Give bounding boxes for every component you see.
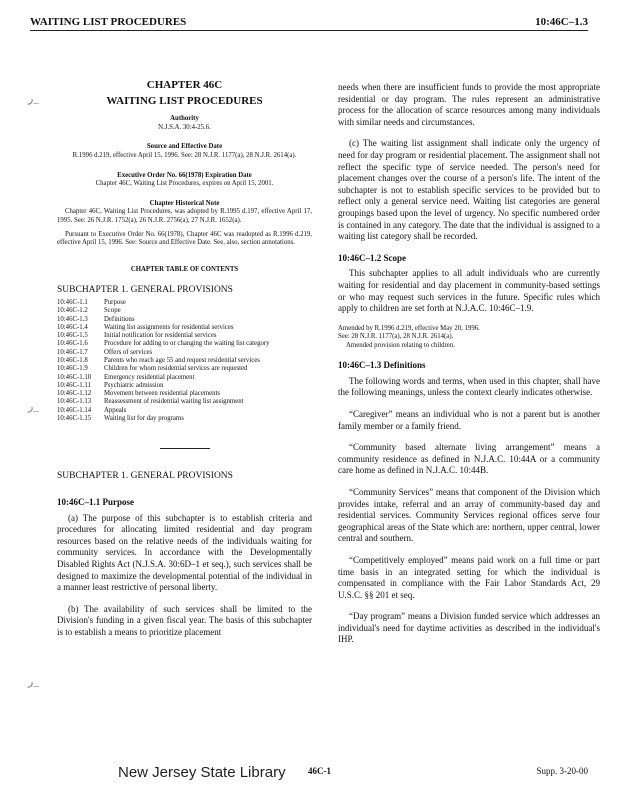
toc-entry-title: Scope: [104, 307, 121, 315]
authority-text: N.J.S.A. 30:4-25.6.: [158, 123, 211, 131]
chapter-number: CHAPTER 46C: [146, 79, 223, 91]
purpose-para-c: (c) The waiting list assignment shall indicate only the urgency of need for day program or residential placement. The assignment shall not reflect the specific type of service needed. The person's need for placement changes over the course of a person's life. The intent of the subchapter is not to establish specific services to be provided but to reflect only a general service need. Waiting list categories are general groupings based upon the level of urgency. No specific numbered order is contained in any category. The date that the individual is assigned to a waiting list category shall be recorded.: [338, 138, 600, 242]
toc-entry-title: Offers of services: [104, 348, 153, 356]
right-column: [338, 82, 600, 656]
table-of-contents: [57, 299, 312, 423]
definition-day-program: “Day program” means a Division funded service which addresses an individual's need for daytime activities as described in the individual's IHP.: [338, 611, 600, 645]
page-footer: [0, 764, 618, 786]
definition-competitively-employed: “Competitively employed” means paid work on a full time or part time basis in an integrated setting for which the individual is compensated in compliance with the Fair Labor Standards Act, 29 U.S.C. §§ 201 et seq.: [338, 554, 600, 600]
margin-mark: ر_: [28, 676, 39, 688]
chapter-title: WAITING LIST PROCEDURES: [106, 94, 263, 107]
continued-paragraph: needs when there are insufficient funds to provide the most appropriate residential or day program. The rules represent an administrative process for the allocation of scarce resources among many individuals with similar needs and circumstances.: [338, 82, 600, 127]
history-label: Chapter Historical Note: [149, 199, 220, 207]
toc-entry-title: Parents who reach age 55 and request residential services: [104, 356, 260, 364]
toc-entry-title: Procedure for adding to or changing the waiting list category: [104, 340, 270, 348]
purpose-para-b: (b) The availability of such services shall be limited to the Division's funding in a given fiscal year. The basis of this subchapter is to establish a means to prioritize placement: [57, 603, 312, 637]
toc-entry-title: Movement between residential placements: [104, 390, 221, 398]
left-column: [57, 80, 312, 648]
toc-entry-number: 10:46C-1.6: [57, 340, 88, 348]
exec-order-label: Executive Order No. 66(1978) Expiration Date: [117, 171, 252, 179]
library-stamp: New Jersey State Library: [118, 764, 286, 781]
toc-subchapter: SUBCHAPTER 1. GENERAL PROVISIONS: [57, 285, 233, 296]
toc-entry-number: 10:46C-1.1: [57, 298, 88, 306]
definition-community-services: “Community Services” means that component of the Division which provides intake, referral and an array of community-based day and residential services. Community Services regional offices serve four geographical areas of the State which are: northern, upper central, lower central and southern.: [338, 486, 600, 544]
toc-entry-number: 10:46C-1.11: [57, 381, 91, 389]
section-heading-purpose: 10:46C–1.1 Purpose: [57, 496, 134, 507]
amendment-line: Amended provision relating to children.: [346, 341, 455, 349]
toc-entry-number: 10:46C-1.2: [57, 307, 88, 315]
header-title: WAITING LIST PROCEDURES: [30, 16, 187, 28]
toc-entry-title: Reassessment of residential waiting list assignment: [104, 398, 244, 406]
toc-entry-title: Waiting list for day programs: [104, 415, 184, 423]
toc-entry-title: Initial notification for residential services: [104, 332, 217, 340]
toc-entry-title: Definitions: [104, 315, 135, 323]
toc-entry-number: 10:46C-1.12: [57, 390, 92, 398]
purpose-para-a: (a) The purpose of this subchapter is to establish criteria and procedures for allocating limited residential and day program resources based on the relative needs of the individuals waiting for community services. In accordance with the Developmentally Disabled Rights Act (N.J.S.A. 30:6D–1 et seq.), such services shall be designed to maximize the developmental potential of the individual in a manner least restrictive of personal liberty.: [57, 512, 312, 593]
source-label: Source and Effective Date: [146, 143, 223, 151]
toc-entry-title: Emergency residential placement: [104, 373, 195, 381]
amendment-note: [338, 325, 600, 351]
toc-entry-number: 10:46C-1.9: [57, 365, 88, 373]
toc-entry-number: 10:46C-1.15: [57, 415, 92, 423]
toc-entry-number: 10:46C-1.8: [57, 356, 88, 364]
exec-order-text: Chapter 46C, Waiting List Procedures, expires on April 15, 2001.: [95, 180, 274, 188]
toc-entry-number: 10:46C-1.3: [57, 315, 88, 323]
toc-entry-number: 10:46C-1.13: [57, 398, 92, 406]
page-number: 46C-1: [308, 766, 331, 776]
toc-entry-number: 10:46C-1.5: [57, 332, 88, 340]
toc-entry-title: Children for whom residential services are requested: [104, 365, 248, 373]
history-note-2: Pursuant to Executive Order No. 66(1978), Chapter 46C was readopted as R.1996 d.219, effective April 15, 1996. See: Source and Effective Date. See, also, section annotations.: [57, 230, 312, 247]
toc-entry-number: 10:46C-1.7: [57, 348, 88, 356]
section-heading-definitions: 10:46C–1.3 Definitions: [338, 360, 426, 371]
scope-text: This subchapter applies to all adult individuals who are currently waiting for residential and day placement in community-based settings or who may request such services in the future. Specific rules which apply to children are set forth at N.J.A.C. 10:46C–1.9.: [338, 268, 600, 314]
margin-mark: ر_: [28, 93, 39, 105]
definitions-intro: The following words and terms, when used in this chapter, shall have the following meanings, unless the context clearly indicates otherwise.: [338, 375, 600, 398]
toc-entry-number: 10:46C-1.4: [57, 323, 88, 331]
supplement-date: Supp. 3-20-00: [536, 766, 588, 776]
authority-label: Authority: [170, 115, 199, 123]
toc-entry-title: Purpose: [104, 298, 126, 306]
running-header: [30, 14, 588, 31]
divider: [160, 448, 210, 449]
toc-heading: CHAPTER TABLE OF CONTENTS: [130, 265, 239, 273]
subchapter-heading: SUBCHAPTER 1. GENERAL PROVISIONS: [57, 471, 233, 482]
amendment-line: Amended by R.1996 d.219, effective May 20, 1996.: [338, 324, 480, 332]
toc-entry-title: Psychiatric admission: [104, 381, 164, 389]
toc-entry-number: 10:46C-1.14: [57, 406, 92, 414]
definition-caregiver: “Caregiver” means an individual who is not a parent but is another family member or a family friend.: [338, 408, 600, 431]
toc-entry-title: Waiting list assignments for residential services: [104, 323, 234, 331]
section-heading-scope: 10:46C–1.2 Scope: [338, 252, 406, 263]
amendment-line: See: 28 N.J.R. 1177(a), 28 N.J.R. 2614(a).: [338, 333, 454, 341]
history-note-1: Chapter 46C, Waiting List Procedures, was adopted by R.1995 d.197, effective April 17, 1995. See: 26 N.J.R. 1752(a), 26 N.J.R. 2756(a), 27 N.J.R. 1652(a).: [57, 208, 312, 224]
margin-mark: ر_: [28, 401, 39, 413]
toc-entry-title: Appeals: [104, 406, 127, 414]
header-section: 10:46C–1.3: [535, 16, 588, 28]
source-text: R.1996 d.219, effective April 15, 1996. See: 28 N.J.R. 1177(a), 28 N.J.R. 2614(a).: [72, 151, 297, 159]
definition-alternate-living: “Community based alternate living arrangement” means a community residence as defined in N.J.A.C. 10:44A or a community care home as defined in N.J.A.C. 10:44B.: [338, 442, 600, 476]
toc-entry-number: 10:46C-1.10: [57, 373, 92, 381]
